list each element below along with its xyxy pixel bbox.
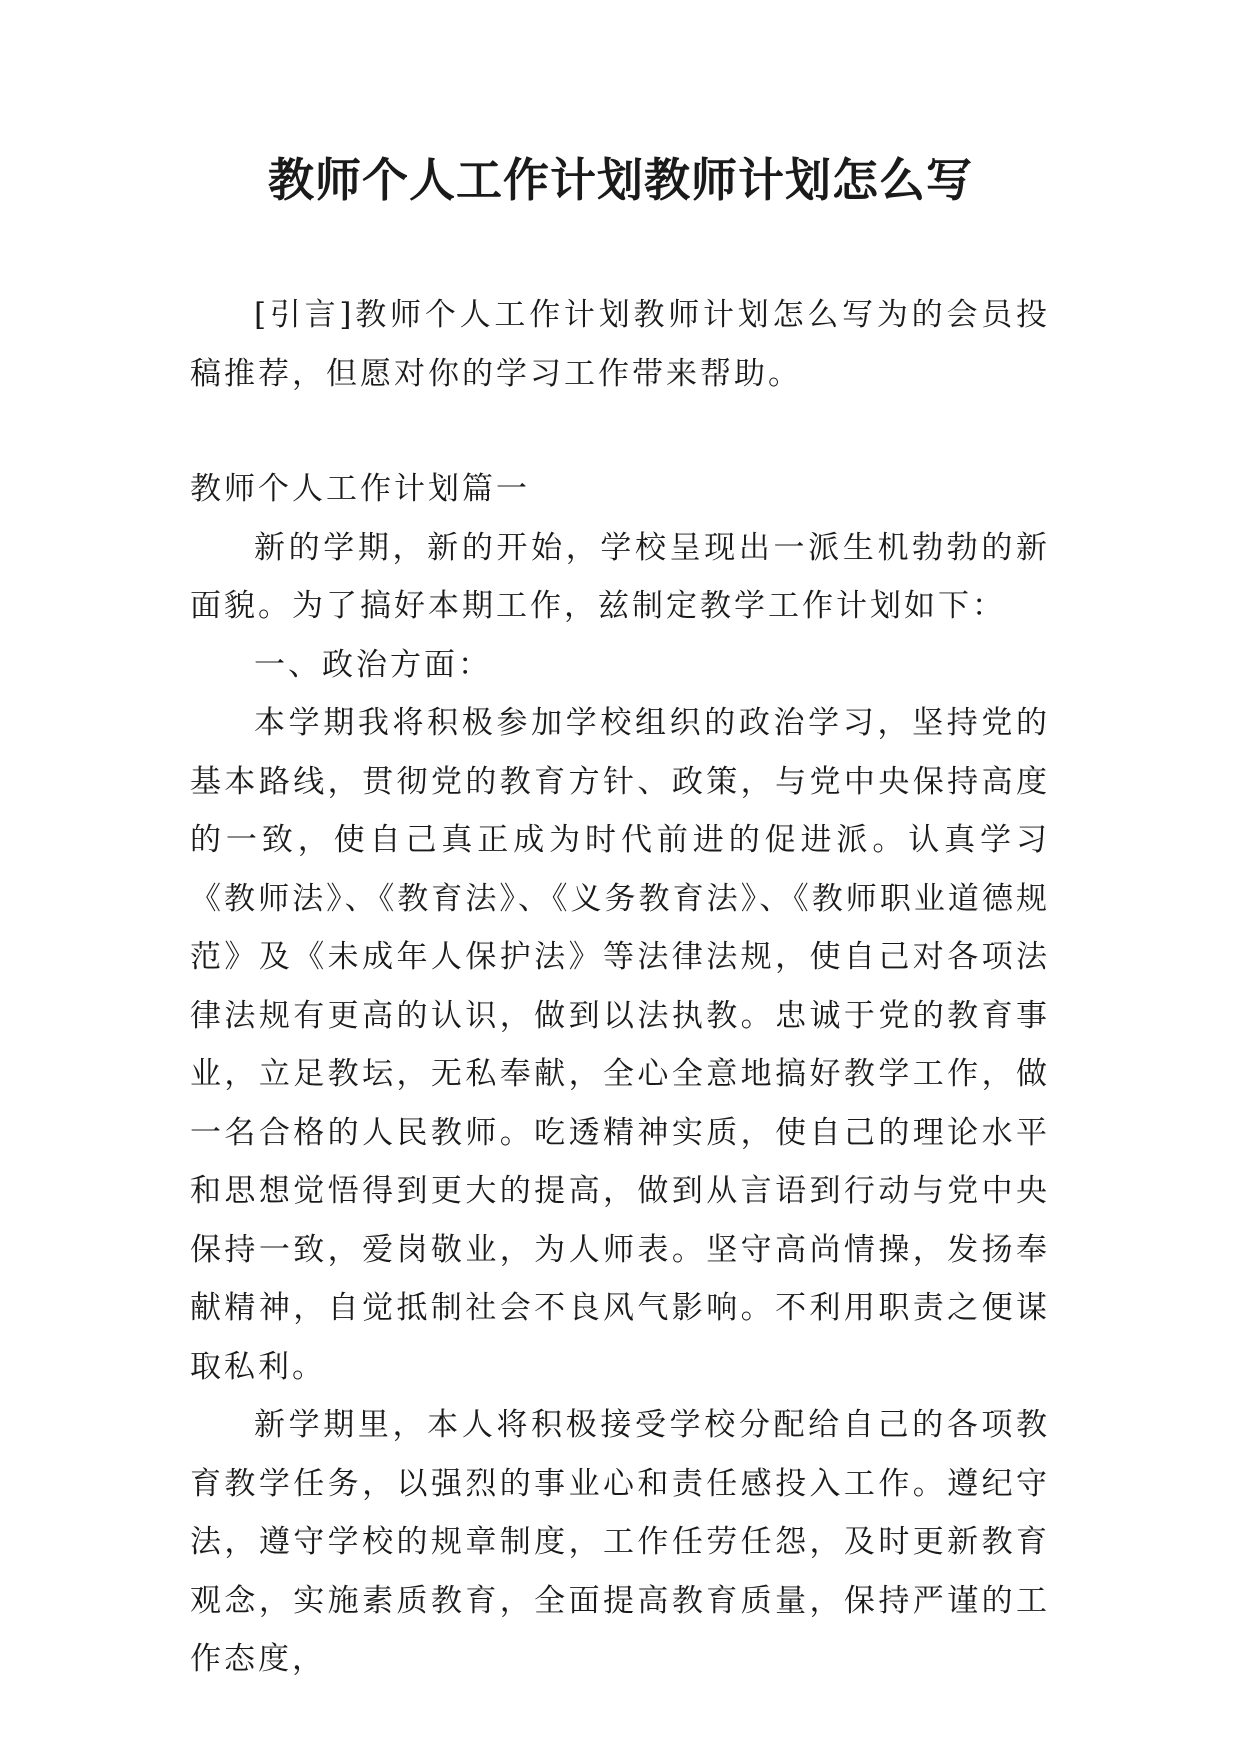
body-paragraph: 本学期我将积极参加学校组织的政治学习，坚持党的基本路线，贯彻党的教育方针、政策，与党中央保持高度的一致，使自己真正成为时代前进的促进派。认真学习《教师法》、《教育法》、《义务教育法》、《教师职业道德规范》及《未成年人保护法》等法律法规，使自己对各项法律法规有更高的认识，做到以法执教。忠诚于党的教育事业，立足教坛，无私奉献，全心全意地搞好教学工作，做一名合格的人民教师。吃透精神实质，使自己的理论水平和思想觉悟得到更大的提高，做到从言语到行动与党中央保持一致，爱岗敬业，为人师表。坚守高尚情操，发扬奉献精神，自觉抵制社会不良风气影响。不利用职责之便谋取私利。 — [190, 705, 1050, 1385]
body-paragraph: 新的学期，新的开始，学校呈现出一派生机勃勃的新面貌。为了搞好本期工作，兹制定教学工作计划如下： — [190, 529, 1050, 624]
paragraph-gap — [190, 403, 1050, 460]
body-paragraph: 新学期里，本人将积极接受学校分配给自己的各项教育教学任务，以强烈的事业心和责任感投入工作。遵纪守法，遵守学校的规章制度，工作任劳任怨，及时更新教育观念，实施素质教育，全面提高教育质量，保持严谨的工作态度， — [190, 1407, 1050, 1677]
document-title: 教师个人工作计划教师计划怎么写 — [268, 153, 973, 207]
section-heading: 教师个人工作计划篇一 — [190, 471, 530, 507]
intro-paragraph: [引言]教师个人工作计划教师计划怎么写为的会员投稿推荐，但愿对你的学习工作带来帮助。 — [190, 297, 1050, 392]
subsection-heading: 一、政治方面： — [254, 646, 492, 683]
document-body — [190, 286, 1050, 1689]
